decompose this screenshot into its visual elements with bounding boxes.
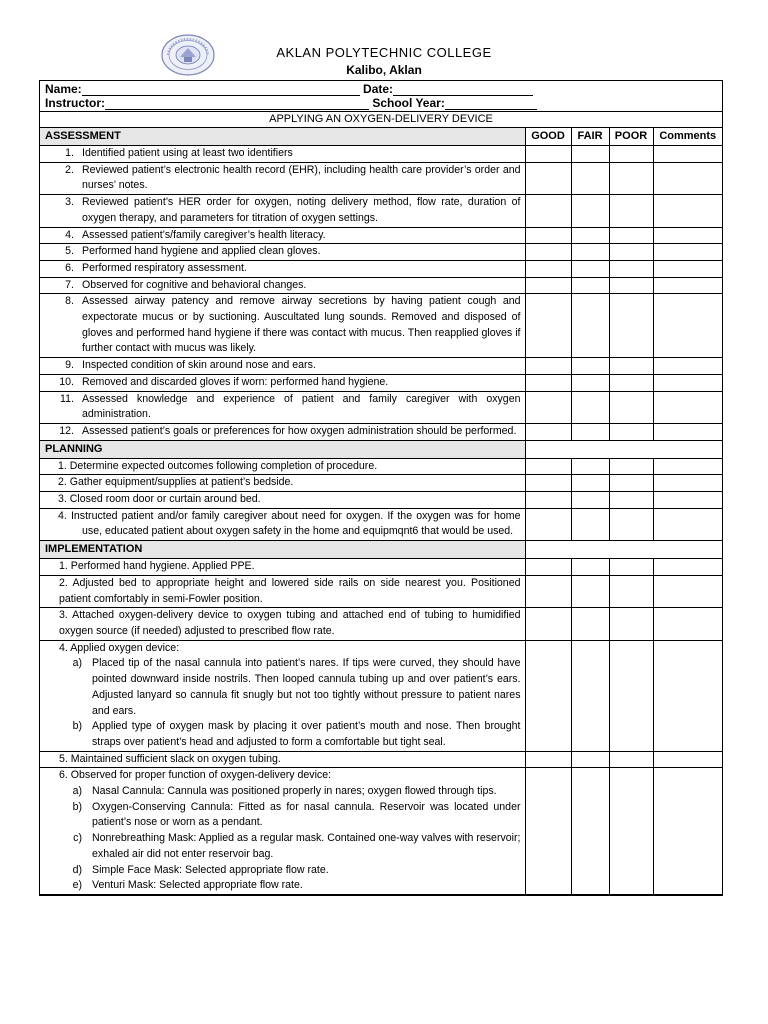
school-year-field[interactable] bbox=[445, 98, 537, 110]
rating-cell[interactable] bbox=[571, 244, 609, 261]
sub-item-letter: e) bbox=[72, 879, 82, 892]
rating-cell[interactable] bbox=[609, 640, 653, 751]
instructor-label: Instructor: bbox=[45, 96, 105, 110]
rating-cell[interactable] bbox=[571, 195, 609, 227]
rating-cell[interactable] bbox=[525, 458, 571, 475]
column-header-poor: POOR bbox=[609, 128, 653, 146]
item-text: Assessed airway patency and remove airway secretions by having patient cough and expectorate mucus or by suctioning. Auscultated lung sounds. Removed and disposed of gloves and performed hand hygiene if there was contact with mucus. Then reapplied gloves if further contact with mucus was likely. bbox=[82, 295, 521, 355]
rating-cell[interactable] bbox=[653, 391, 722, 423]
rating-cell[interactable] bbox=[571, 391, 609, 423]
rating-cell[interactable] bbox=[571, 423, 609, 440]
rating-cell[interactable] bbox=[525, 508, 571, 540]
rating-cell[interactable] bbox=[609, 358, 653, 375]
rating-cell[interactable] bbox=[525, 227, 571, 244]
evaluation-sheet bbox=[39, 80, 723, 896]
rating-cell[interactable] bbox=[609, 374, 653, 391]
item-text: 3. Attached oxygen-delivery device to oxygen tubing and attached end of tubing to humidified oxygen source (if needed) adjusted to prescribed flow rate. bbox=[59, 609, 521, 637]
item-number: 6. bbox=[65, 261, 74, 274]
rating-cell[interactable] bbox=[609, 475, 653, 492]
item-text: Observed for cognitive and behavioral changes. bbox=[82, 278, 307, 291]
rating-cell[interactable] bbox=[571, 146, 609, 163]
sub-item-text: Venturi Mask: Selected appropriate flow rate. bbox=[92, 879, 303, 892]
section-spacer bbox=[525, 541, 722, 559]
rating-cell[interactable] bbox=[653, 475, 722, 492]
item-text: Assessed knowledge and experience of patient and family caregiver with oxygen administration. bbox=[82, 392, 521, 421]
checklist-row bbox=[40, 640, 722, 751]
rating-cell[interactable] bbox=[653, 751, 722, 768]
checklist-table bbox=[40, 128, 722, 895]
sub-item-text: Nasal Cannula: Cannula was positioned properly in nares; oxygen flowed through tips. bbox=[92, 785, 497, 798]
item-text: 4. Instructed patient and/or family caregiver about need for oxygen. If the oxygen was for home use, educated patient about oxygen safety in the home and equipmqnt6 that would be used. bbox=[58, 509, 521, 538]
rating-cell[interactable] bbox=[525, 244, 571, 261]
rating-cell[interactable] bbox=[609, 559, 653, 576]
rating-cell[interactable] bbox=[609, 162, 653, 194]
rating-cell[interactable] bbox=[525, 768, 571, 895]
item-text: 2. Gather equipment/supplies at patient’s bedside. bbox=[58, 476, 294, 489]
sub-item-letter: c) bbox=[73, 832, 82, 845]
rating-cell[interactable] bbox=[609, 391, 653, 423]
sub-item-text: Oxygen-Conserving Cannula: Fitted as for nasal cannula. Reservoir was located under patient’s nose or worn as a pendant. bbox=[92, 800, 521, 829]
item-text: Assessed patient’s/family caregiver’s health literacy. bbox=[82, 228, 326, 241]
rating-cell[interactable] bbox=[653, 294, 722, 358]
rating-cell[interactable] bbox=[525, 260, 571, 277]
college-location: Kalibo, Aklan bbox=[346, 63, 422, 77]
college-name: AKLAN POLYTECHNIC COLLEGE bbox=[276, 45, 492, 60]
item-text: Identified patient using at least two identifiers bbox=[82, 147, 293, 159]
rating-cell[interactable] bbox=[653, 244, 722, 261]
item-text: Reviewed patient’s electronic health record (EHR), including health care provider’s order and nurses’ notes. bbox=[82, 163, 521, 192]
rating-cell[interactable] bbox=[653, 458, 722, 475]
rating-cell[interactable] bbox=[571, 475, 609, 492]
rating-cell[interactable] bbox=[609, 492, 653, 509]
rating-cell[interactable] bbox=[525, 195, 571, 227]
section-heading: PLANNING bbox=[40, 440, 525, 458]
column-header-fair: FAIR bbox=[571, 128, 609, 146]
section-heading: IMPLEMENTATION bbox=[40, 541, 525, 559]
checklist-row bbox=[40, 508, 722, 540]
name-field[interactable] bbox=[82, 84, 360, 96]
rating-cell[interactable] bbox=[653, 146, 722, 163]
rating-cell[interactable] bbox=[609, 294, 653, 358]
sub-item-letter: a) bbox=[72, 657, 82, 670]
rating-cell[interactable] bbox=[653, 508, 722, 540]
form-header bbox=[40, 81, 722, 112]
rating-cell[interactable] bbox=[653, 768, 722, 895]
rating-cell[interactable] bbox=[571, 640, 609, 751]
item-text: 2. Adjusted bed to appropriate height and lowered side rails on side nearest you. Positioned patient comfortably in semi-Fowler position. bbox=[59, 576, 521, 605]
sub-item-letter: b) bbox=[72, 720, 82, 733]
rating-cell[interactable] bbox=[525, 277, 571, 294]
rating-cell[interactable] bbox=[525, 492, 571, 509]
section-heading: ASSESSMENT bbox=[40, 128, 525, 146]
rating-cell[interactable] bbox=[653, 260, 722, 277]
rating-cell[interactable] bbox=[609, 227, 653, 244]
rating-cell[interactable] bbox=[525, 423, 571, 440]
item-number: 11. bbox=[60, 392, 74, 405]
rating-cell[interactable] bbox=[571, 358, 609, 375]
rating-cell[interactable] bbox=[525, 146, 571, 163]
rating-cell[interactable] bbox=[653, 640, 722, 751]
item-number: 3. bbox=[65, 196, 74, 209]
checklist-row bbox=[40, 575, 722, 607]
rating-cell[interactable] bbox=[525, 162, 571, 194]
rating-cell[interactable] bbox=[653, 195, 722, 227]
rating-cell[interactable] bbox=[525, 374, 571, 391]
rating-cell[interactable] bbox=[525, 294, 571, 358]
rating-cell[interactable] bbox=[571, 492, 609, 509]
rating-cell[interactable] bbox=[571, 374, 609, 391]
rating-cell[interactable] bbox=[571, 559, 609, 576]
rating-cell[interactable] bbox=[609, 508, 653, 540]
rating-cell[interactable] bbox=[571, 608, 609, 640]
item-number: 4. bbox=[65, 228, 74, 241]
item-text: Assessed patient’s goals or preferences for how oxygen administration should be performed. bbox=[82, 424, 517, 437]
rating-cell[interactable] bbox=[525, 640, 571, 751]
checklist-row bbox=[40, 244, 722, 261]
item-number: 8. bbox=[65, 295, 74, 308]
date-field[interactable] bbox=[393, 84, 533, 96]
rating-cell[interactable] bbox=[571, 162, 609, 194]
checklist-row bbox=[40, 751, 722, 768]
item-number: 5. bbox=[65, 245, 74, 258]
item-number: 7. bbox=[65, 278, 74, 291]
checklist-row bbox=[40, 475, 722, 492]
checklist-row bbox=[40, 195, 722, 227]
rating-cell[interactable] bbox=[525, 358, 571, 375]
rating-cell[interactable] bbox=[653, 162, 722, 194]
rating-cell[interactable] bbox=[571, 508, 609, 540]
rating-cell[interactable] bbox=[525, 391, 571, 423]
checklist-row bbox=[40, 162, 722, 194]
rating-cell[interactable] bbox=[653, 374, 722, 391]
rating-cell[interactable] bbox=[571, 277, 609, 294]
checklist-row bbox=[40, 358, 722, 375]
rating-cell[interactable] bbox=[609, 768, 653, 895]
item-number: 9. bbox=[65, 359, 74, 372]
section-spacer bbox=[525, 440, 722, 458]
date-label: Date: bbox=[363, 82, 394, 96]
sub-item-text: Nonrebreathing Mask: Applied as a regular mask. Contained one-way valves with reservoir; exhaled air did not enter reservoir bag. bbox=[92, 832, 521, 860]
rating-cell[interactable] bbox=[525, 575, 571, 607]
rating-cell[interactable] bbox=[653, 358, 722, 375]
item-text: 3. Closed room door or curtain around bed. bbox=[58, 493, 261, 506]
rating-cell[interactable] bbox=[609, 751, 653, 768]
checklist-row bbox=[40, 559, 722, 576]
rating-cell[interactable] bbox=[653, 277, 722, 294]
item-text: 6. Observed for proper function of oxygen-delivery device: bbox=[59, 769, 332, 782]
item-number: 10. bbox=[59, 375, 74, 388]
checklist-row bbox=[40, 374, 722, 391]
rating-cell[interactable] bbox=[653, 559, 722, 576]
checklist-row bbox=[40, 423, 722, 440]
checklist-row bbox=[40, 277, 722, 294]
rating-cell[interactable] bbox=[525, 608, 571, 640]
rating-cell[interactable] bbox=[571, 768, 609, 895]
column-header-good: GOOD bbox=[525, 128, 571, 146]
rating-cell[interactable] bbox=[609, 458, 653, 475]
item-text: Removed and discarded gloves if worn: performed hand hygiene. bbox=[82, 375, 389, 388]
item-text: Performed hand hygiene and applied clean gloves. bbox=[82, 245, 321, 258]
sub-item-letter: a) bbox=[72, 785, 82, 798]
rating-cell[interactable] bbox=[525, 751, 571, 768]
rating-cell[interactable] bbox=[653, 608, 722, 640]
sub-item-letter: b) bbox=[72, 800, 82, 813]
rating-cell[interactable] bbox=[571, 751, 609, 768]
procedure-title: APPLYING AN OXYGEN-DELIVERY DEVICE bbox=[40, 112, 722, 128]
column-header-comments: Comments bbox=[653, 128, 722, 146]
rating-cell[interactable] bbox=[609, 608, 653, 640]
instructor-field[interactable] bbox=[105, 98, 369, 110]
rating-cell[interactable] bbox=[571, 260, 609, 277]
name-label: Name: bbox=[45, 82, 82, 96]
sub-item-text: Simple Face Mask: Selected appropriate flow rate. bbox=[92, 863, 329, 876]
rating-cell[interactable] bbox=[653, 423, 722, 440]
item-text: Performed respiratory assessment. bbox=[82, 261, 247, 274]
checklist-row bbox=[40, 768, 722, 895]
checklist-row bbox=[40, 146, 722, 163]
rating-cell[interactable] bbox=[609, 146, 653, 163]
rating-cell[interactable] bbox=[571, 294, 609, 358]
rating-cell[interactable] bbox=[653, 492, 722, 509]
item-text: 5. Maintained sufficient slack on oxygen tubing. bbox=[59, 752, 281, 765]
sub-item-letter: d) bbox=[72, 863, 82, 876]
rating-cell[interactable] bbox=[525, 559, 571, 576]
checklist-row bbox=[40, 260, 722, 277]
checklist-row bbox=[40, 608, 722, 640]
rating-cell[interactable] bbox=[609, 423, 653, 440]
item-text: Reviewed patient’s HER order for oxygen, noting delivery method, flow rate, duration of oxygen therapy, and parameters for titration of oxygen settings. bbox=[82, 196, 521, 224]
checklist-row bbox=[40, 492, 722, 509]
rating-cell[interactable] bbox=[609, 575, 653, 607]
school-year-label: School Year: bbox=[372, 96, 445, 110]
checklist-row bbox=[40, 391, 722, 423]
rating-cell[interactable] bbox=[571, 575, 609, 607]
rating-cell[interactable] bbox=[571, 458, 609, 475]
checklist-row bbox=[40, 294, 722, 358]
item-number: 1. bbox=[65, 147, 74, 159]
item-text: 1. Determine expected outcomes following completion of procedure. bbox=[58, 459, 378, 472]
rating-cell[interactable] bbox=[609, 260, 653, 277]
item-text: 4. Applied oxygen device: bbox=[59, 641, 180, 654]
item-number: 2. bbox=[65, 163, 74, 176]
rating-cell[interactable] bbox=[653, 227, 722, 244]
item-number: 12. bbox=[59, 424, 74, 437]
item-text: Inspected condition of skin around nose and ears. bbox=[82, 359, 316, 372]
checklist-row bbox=[40, 227, 722, 244]
checklist-row bbox=[40, 458, 722, 475]
rating-cell[interactable] bbox=[571, 227, 609, 244]
rating-cell[interactable] bbox=[653, 575, 722, 607]
rating-cell[interactable] bbox=[609, 277, 653, 294]
item-text: 1. Performed hand hygiene. Applied PPE. bbox=[59, 560, 255, 573]
sub-item-text: Applied type of oxygen mask by placing it over patient’s mouth and nose. Then brought straps over patient’s head and adjusted to form a comfortable but tight seal. bbox=[92, 720, 521, 748]
rating-cell[interactable] bbox=[525, 475, 571, 492]
rating-cell[interactable] bbox=[609, 244, 653, 261]
rating-cell[interactable] bbox=[609, 195, 653, 227]
sub-item-text: Placed tip of the nasal cannula into patient’s nares. If tips were curved, they should have pointed downward inside nostrils. Then looped cannula tubing up and over patient’s ears. Adjusted lanyard so cannula fit snugly but not too tightly without pressure to patient nares and ears. bbox=[92, 657, 521, 717]
